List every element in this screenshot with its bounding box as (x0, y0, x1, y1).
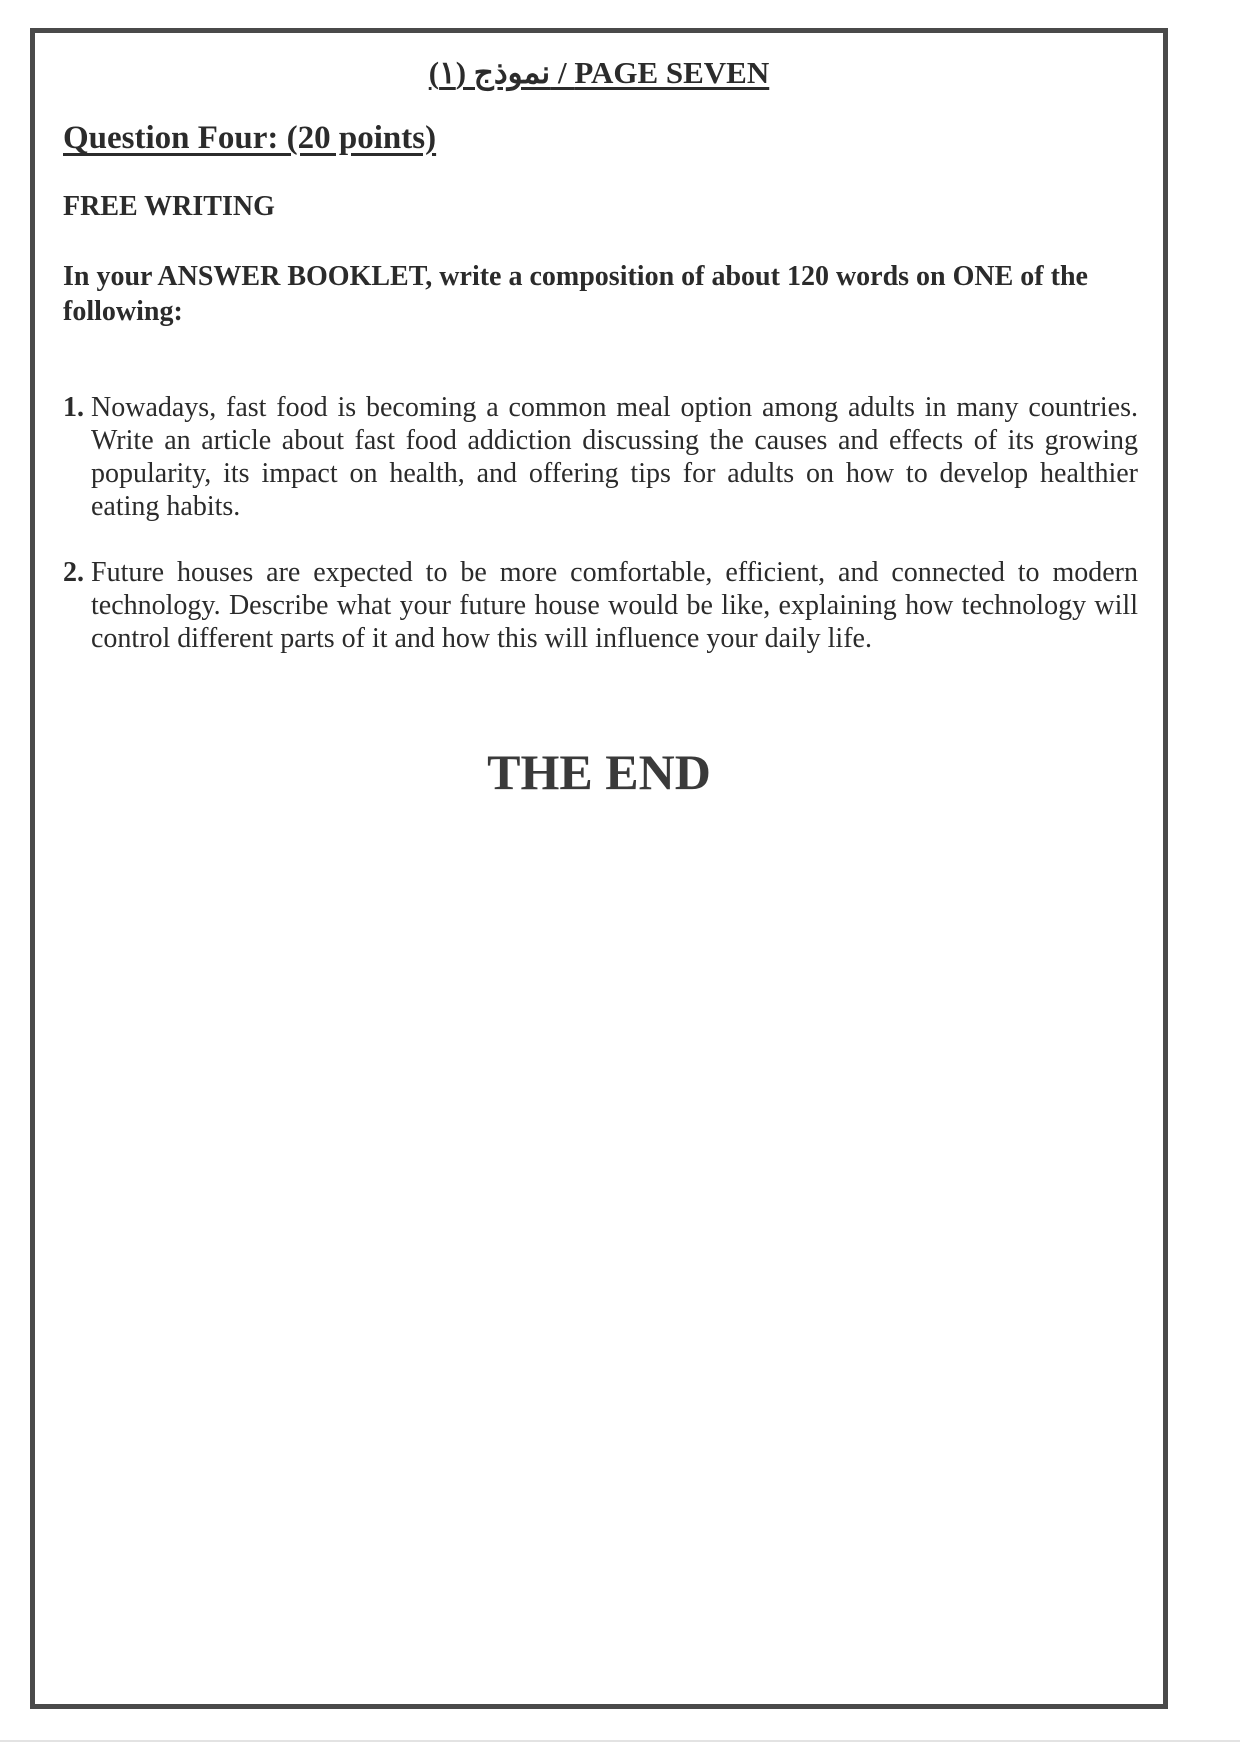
scan-edge-divider (0, 1740, 1240, 1742)
the-end-heading: THE END (487, 744, 711, 800)
prompt-text: Future houses are expected to be more comfortable, efficient, and connected to modern technology. Describe what your future house would be like, explaining how technology will control different parts of it and how this will influence your daily life. (91, 557, 1138, 654)
prompt-number: 2. (63, 557, 84, 588)
page-header (35, 55, 1163, 91)
prompt-item-1 (63, 391, 1138, 523)
prompt-text: Nowadays, fast food is becoming a common meal option among adults in many countries. Write an article about fast food addiction discussing the causes and effects of its growing popularity, its impact on health, and offering tips for adults on how to develop healthier eating habits. (91, 392, 1138, 522)
prompt-item-2 (63, 556, 1138, 655)
prompt-number: 1. (63, 392, 84, 423)
page-frame (30, 28, 1168, 1709)
model-label: نموذج (١) (428, 55, 551, 90)
instruction-text: In your ANSWER BOOKLET, write a composition of about 120 words on ONE of the following: (63, 261, 1088, 327)
prompt-list (63, 391, 1138, 655)
section-label: FREE WRITING (63, 191, 275, 222)
question-title: Question Four: (20 points) (63, 120, 437, 156)
header-separator: / (550, 55, 575, 90)
page-label: PAGE SEVEN (574, 55, 770, 90)
